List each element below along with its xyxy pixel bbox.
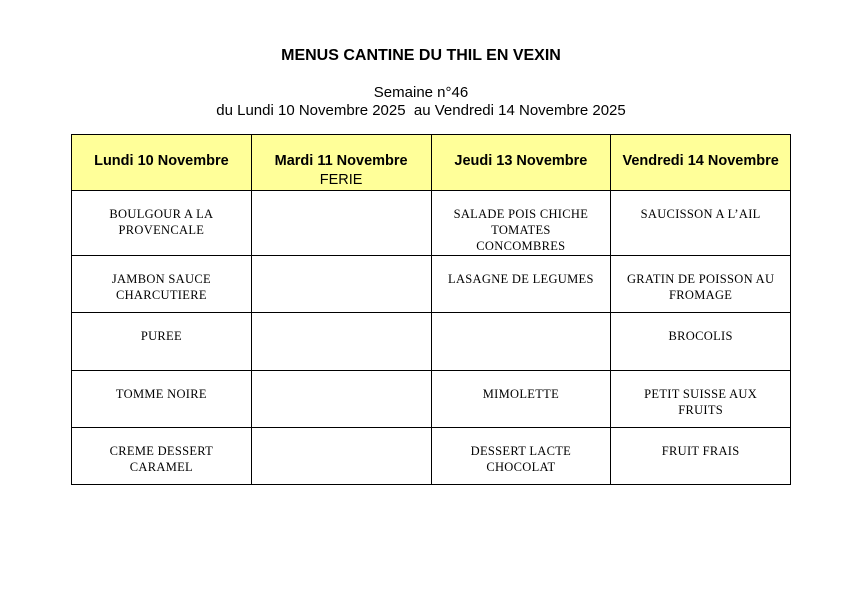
menu-cell: CREME DESSERT CARAMEL xyxy=(72,428,252,485)
header-row xyxy=(72,135,791,191)
menu-cell: DESSERT LACTE CHOCOLAT xyxy=(431,428,611,485)
header-day-label: Lundi 10 Novembre xyxy=(94,153,229,169)
menu-cell xyxy=(251,371,431,428)
week-number: Semaine n°46 xyxy=(373,84,469,101)
menu-cell xyxy=(431,313,611,371)
menu-cell xyxy=(251,256,431,313)
menu-table xyxy=(71,134,791,485)
header-tuesday xyxy=(251,135,431,191)
menu-cell: PUREE xyxy=(72,313,252,371)
menu-cell: LASAGNE DE LEGUMES xyxy=(431,256,611,313)
header-friday xyxy=(611,135,791,191)
menu-cell xyxy=(251,428,431,485)
header-day-label: Mardi 11 Novembre xyxy=(274,153,408,169)
menu-cell xyxy=(251,191,431,256)
header-day-label: Jeudi 13 Novembre xyxy=(454,153,588,169)
menu-cell: SALADE POIS CHICHE TOMATES CONCOMBRES xyxy=(431,191,611,256)
table-row xyxy=(72,256,791,313)
menu-cell: BROCOLIS xyxy=(611,313,791,371)
menu-cell xyxy=(251,313,431,371)
menu-cell: SAUCISSON A L’AIL xyxy=(611,191,791,256)
menu-cell: GRATIN DE POISSON AU FROMAGE xyxy=(611,256,791,313)
menu-cell: FRUIT FRAIS xyxy=(611,428,791,485)
menu-cell: MIMOLETTE xyxy=(431,371,611,428)
date-range: du Lundi 10 Novembre 2025 au Vendredi 14 Novembre 2025 xyxy=(216,102,626,119)
menu-cell: PETIT SUISSE AUX FRUITS xyxy=(611,371,791,428)
page-title: MENUS CANTINE DU THIL EN VEXIN xyxy=(281,47,561,64)
header-monday xyxy=(72,135,252,191)
header-day-label: Vendredi 14 Novembre xyxy=(622,153,779,169)
table-row xyxy=(72,371,791,428)
table-row xyxy=(72,313,791,371)
table-row xyxy=(72,191,791,256)
holiday-note: FERIE xyxy=(319,172,363,188)
table-row xyxy=(72,428,791,485)
menu-cell: JAMBON SAUCE CHARCUTIERE xyxy=(72,256,252,313)
menu-cell: TOMME NOIRE xyxy=(72,371,252,428)
header-thursday xyxy=(431,135,611,191)
week-info xyxy=(0,84,842,120)
menu-cell: BOULGOUR A LA PROVENCALE xyxy=(72,191,252,256)
